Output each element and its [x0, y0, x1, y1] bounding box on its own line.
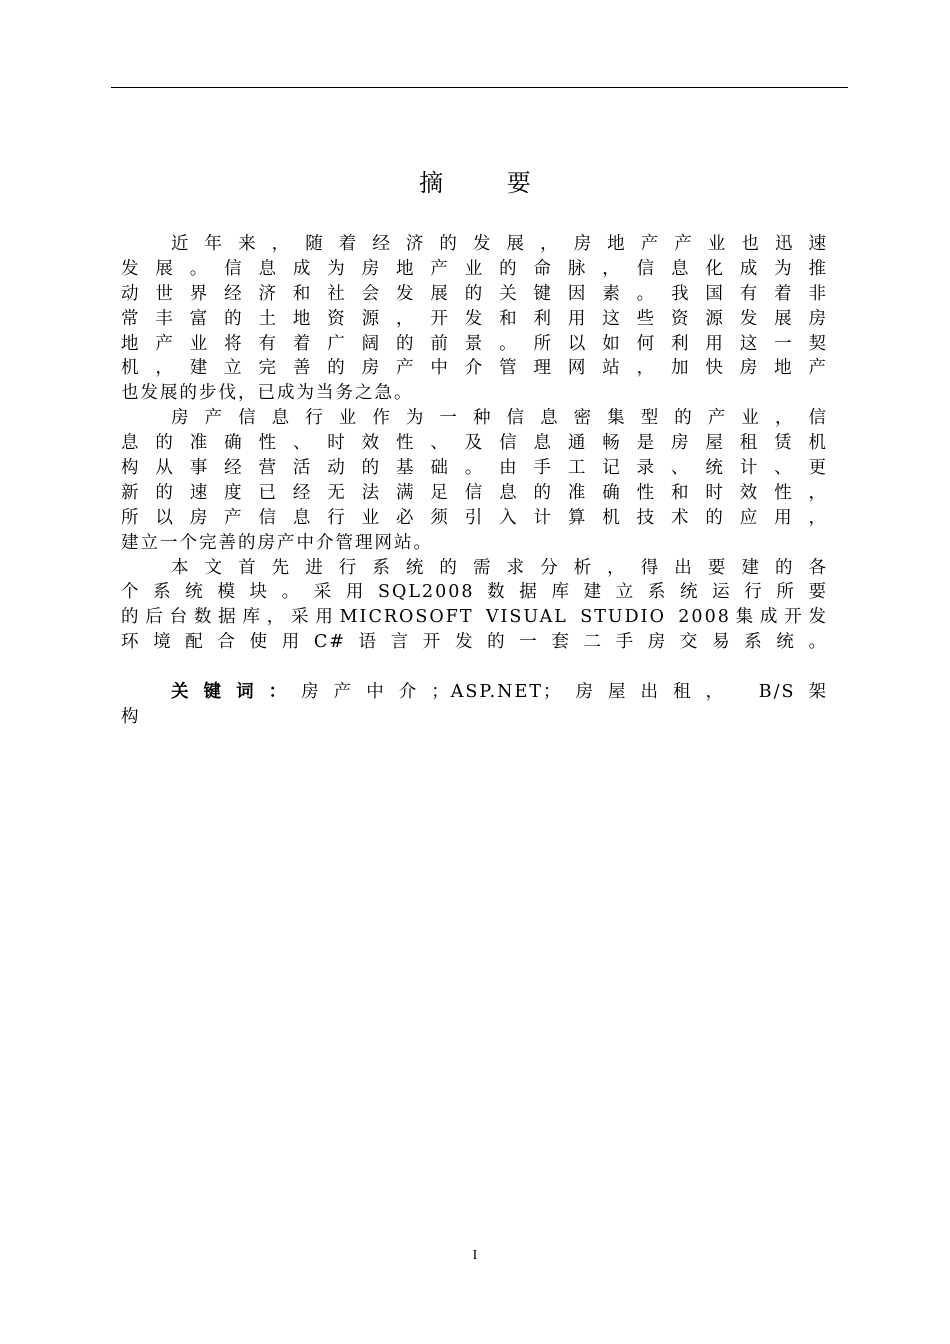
text-line: 动世界经济和社会发展的关键因素。我国有着非: [121, 283, 828, 304]
keywords-continuation: 构: [121, 707, 141, 728]
keywords-line: [121, 680, 828, 705]
text-line: 发展。信息成为房地产业的命脉，信息化成为推: [121, 258, 828, 279]
page-number: I: [472, 1248, 478, 1263]
text-line: 息的准确性、时效性、及信息通畅是房屋租赁机: [121, 433, 828, 454]
text-line: 房产信息行业作为一种信息密集型的产业，信: [171, 408, 828, 429]
text-line: 的后台数据库，采用MICROSOFT VISUAL STUDIO 2008集成开发: [121, 607, 828, 628]
text-line: 环境配合使用C#语言开发的一套二手房交易系统。: [121, 632, 828, 653]
text-line: 地产业将有着广阔的前景。所以如何利用这一契: [121, 333, 828, 354]
text-line: 个系统模块。采用SQL2008数据库建立系统运行所要: [121, 582, 828, 603]
text-line: 机，建立完善的房产中介管理网站，加快房地产: [121, 358, 828, 379]
text-line: 常丰富的土地资源，开发和利用这些资源发展房: [121, 308, 828, 329]
paragraph-3: [121, 556, 828, 656]
text-line: 构从事经营活动的基础。由手工记录、统计、更: [121, 458, 828, 479]
text-line: 近年来，随着经济的发展，房地产产业也迅速: [171, 234, 828, 254]
text-line: 所以房产信息行业必须引入计算机技术的应用，: [121, 507, 828, 528]
paragraph-1: [121, 232, 828, 406]
text-line: 建立一个完善的房产中介管理网站。: [121, 532, 433, 553]
keywords-text: 房产中介；ASP.NET；房屋出租， B/S架: [301, 682, 829, 703]
text-line: 本文首先进行系统的需求分析，得出要建的各: [171, 557, 828, 578]
paragraph-2: [121, 406, 828, 555]
text-line: 也发展的步伐，已成为当务之急。: [121, 383, 414, 404]
page-title: 摘 要: [419, 169, 559, 197]
abstract-body: [121, 232, 828, 730]
text-line: 新的速度已经无法满足信息的准确性和时效性，: [121, 482, 828, 503]
header-rule: [111, 87, 848, 88]
keywords-label: 关键词：: [171, 682, 302, 703]
keywords: [121, 680, 828, 730]
